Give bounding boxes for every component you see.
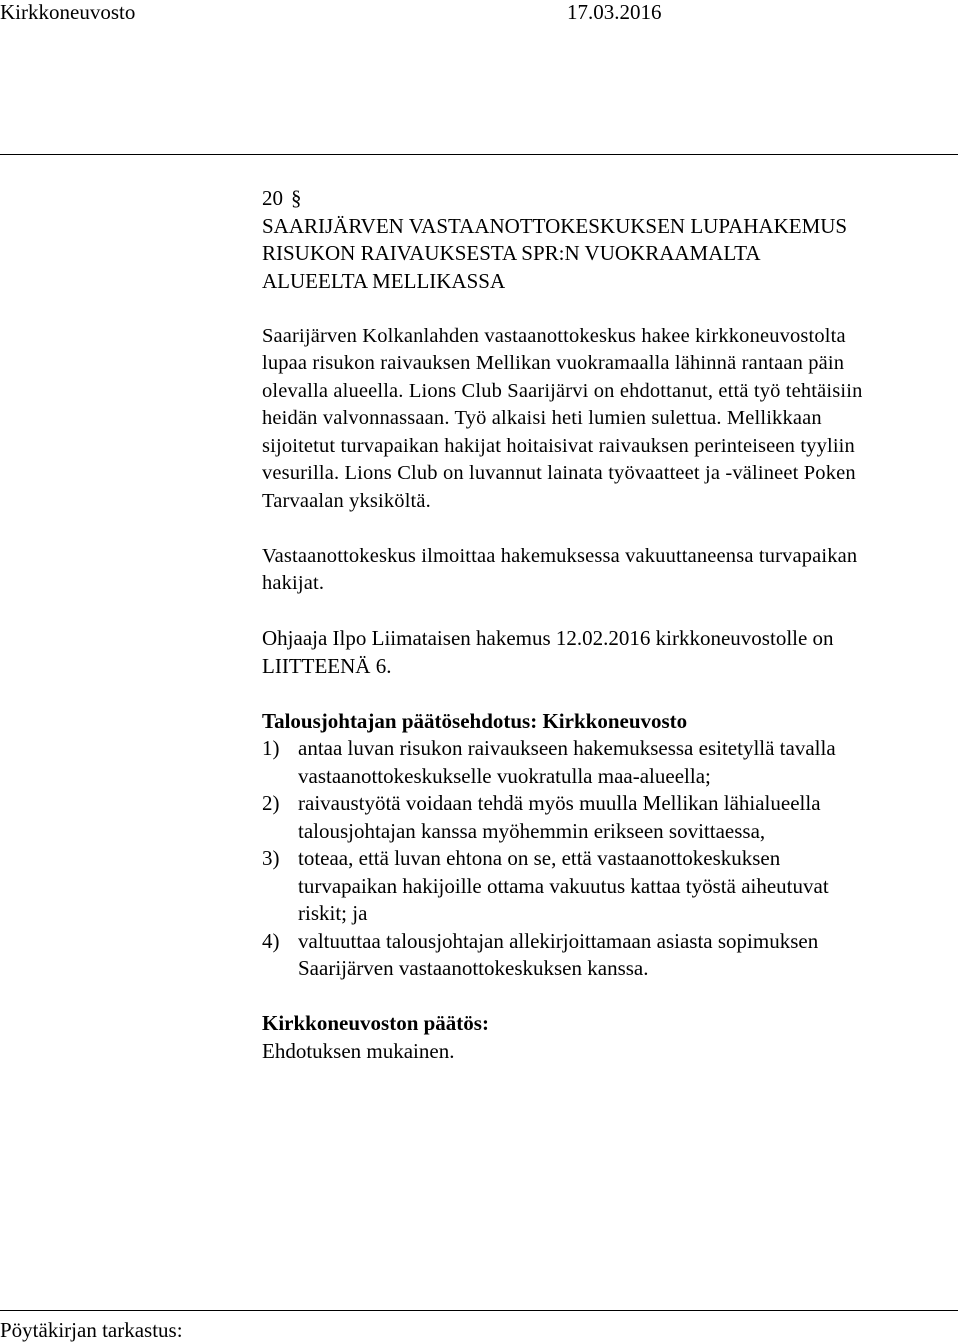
organization-name: Kirkkoneuvosto <box>0 0 136 24</box>
item-number: 1) <box>262 736 280 760</box>
section-title-line: RISUKON RAIVAUKSESTA SPR:N VUOKRAAMALTA <box>262 241 761 265</box>
document-body <box>262 185 952 1065</box>
list-item <box>262 845 952 928</box>
paragraph-attachment <box>262 625 952 680</box>
decision-text: Ehdotuksen mukainen. <box>262 1038 455 1063</box>
section-sign-icon: § <box>291 186 302 210</box>
paragraph-insurance <box>262 543 952 598</box>
section-number-line <box>262 185 952 213</box>
list-item <box>262 928 952 983</box>
text-line: Saarijärven vastaanottokeskuksen kanssa. <box>298 956 649 980</box>
text-line: Ohjaaja Ilpo Liimataisen hakemus 12.02.2016 kirkkoneuvostolle on <box>262 626 834 650</box>
text-line: LIITTEENÄ 6. <box>262 653 392 678</box>
list-item <box>262 790 952 845</box>
text-line: sijoitetut turvapaikan hakijat hoitaisivat raivauksen perinteiseen tyyliin <box>262 434 855 457</box>
text-line: heidän valvonnassaan. Työ alkaisi heti lumien sulettua. Mellikkaan <box>262 407 822 429</box>
text-line: valtuuttaa talousjohtajan allekirjoittamaan asiasta sopimuksen <box>298 928 819 953</box>
item-number: 2) <box>262 791 280 815</box>
item-number: 4) <box>262 928 280 953</box>
text-line: toteaa, että luvan ehtona on se, että vastaanottokeskuksen <box>298 846 781 870</box>
paragraph-application <box>262 323 952 516</box>
item-number: 3) <box>262 846 280 870</box>
decision-heading: Kirkkoneuvoston päätös: <box>262 1011 489 1035</box>
text-line: turvapaikan hakijoille ottama vakuutus kattaa työstä aiheutuvat <box>298 873 829 898</box>
text-line: hakijat. <box>262 572 325 594</box>
proposal-heading: Talousjohtajan päätösehdotus: Kirkkoneuvosto <box>262 708 688 733</box>
text-line: talousjohtajan kanssa myöhemmin erikseen sovittaessa, <box>298 818 766 843</box>
text-line: riskit; ja <box>298 901 368 925</box>
section-title-line: SAARIJÄRVEN VASTAANOTTOKESKUKSEN LUPAHAKEMUS <box>262 213 848 238</box>
section-number: 20 <box>262 186 283 210</box>
list-item <box>262 735 952 790</box>
meeting-date: 17.03.2016 <box>567 0 662 24</box>
section-title-line: ALUEELTA MELLIKASSA <box>262 268 506 293</box>
footer-divider <box>0 1310 958 1311</box>
header-divider <box>0 154 958 155</box>
text-line: antaa luvan risukon raivaukseen hakemuksessa esitetyllä tavalla <box>298 736 836 760</box>
text-line: vastaanottokeskukselle vuokratulla maa-alueella; <box>298 763 711 788</box>
text-line: lupaa risukon raivauksen Mellikan vuokramaalla lähinnä rantaan päin <box>262 352 845 374</box>
text-line: Saarijärven Kolkanlahden vastaanottokeskus hakee kirkkoneuvostolta <box>262 324 846 347</box>
text-line: olevalla alueella. Lions Club Saarijärvi on ehdottanut, että työ tehtäisiin <box>262 379 863 402</box>
section-title <box>262 213 952 296</box>
minutes-review-label: Pöytäkirjan tarkastus: <box>0 1318 183 1342</box>
proposal-list <box>262 735 952 983</box>
text-line: Vastaanottokeskus ilmoittaa hakemuksessa vakuuttaneensa turvapaikan <box>262 544 858 567</box>
text-line: Tarvaalan yksiköltä. <box>262 489 431 512</box>
text-line: raivaustyötä voidaan tehdä myös muulla Mellikan lähialueella <box>298 791 821 815</box>
text-line: vesurilla. Lions Club on luvannut lainata työvaatteet ja -välineet Poken <box>262 462 856 484</box>
